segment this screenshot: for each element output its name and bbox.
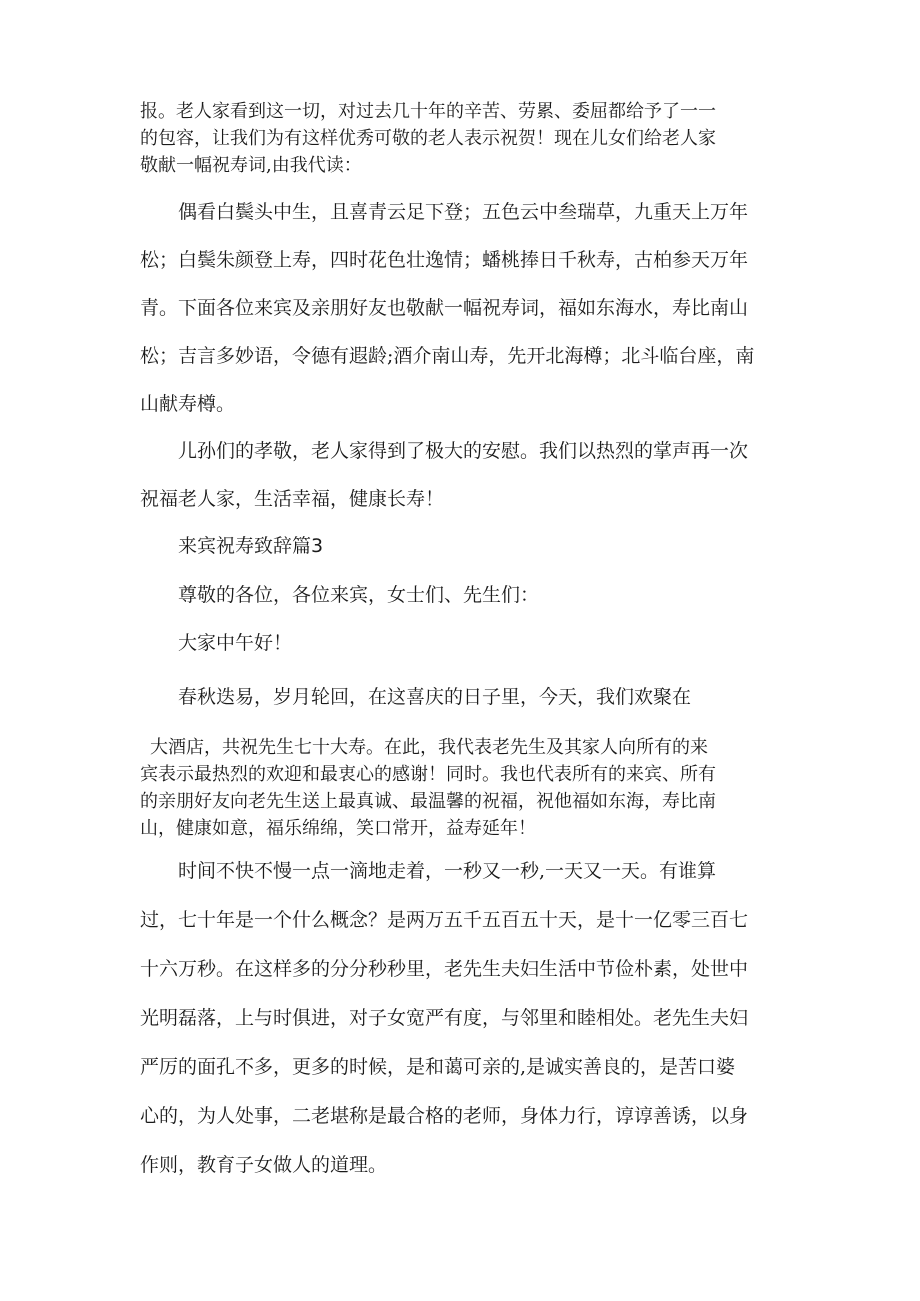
text-line: 的包容，让我们为有这样优秀可敬的老人表示祝贺！现在儿女们给老人家 (140, 128, 716, 149)
text-line: 松；白鬓朱颜登上寿，四时花色壮逸情；蟠桃捧日千秋寿，古柏参天万年 (140, 249, 749, 271)
text-line: 大酒店，共祝先生七十大寿。在此，我代表老先生及其家人向所有的来 (150, 737, 708, 758)
text-line: 山献寿樽。 (140, 393, 236, 415)
text-line: 十六万秒。在这样多的分分秒秒里，老先生夫妇生活中节俭朴素，处世中 (140, 958, 749, 980)
text-line: 偶看白鬓头中生，且喜青云足下登；五色云中叁瑞草，九重天上万年 (178, 201, 749, 223)
text-line: 敬献一幅祝寿词,由我代读： (140, 155, 362, 176)
greeting-line: 大家中午好！ (178, 632, 293, 654)
text-line: 青。下面各位来宾及亲朋好友也敬献一幅祝寿词，福如东海水，寿比南山 (140, 297, 749, 319)
text-line: 过，七十年是一个什么概念？是两万五千五百五十天，是十一亿零三百七 (140, 909, 749, 931)
section-heading (178, 537, 323, 556)
text-line: 松；吉言多妙语，令德有遐龄;酒介南山寿，先开北海樽；北斗临台座，南 (140, 345, 755, 367)
text-line: 春秋迭易，岁月轮回，在这喜庆的日子里，今天，我们欢聚在 (178, 686, 692, 708)
greeting-line: 尊敬的各位，各位来宾，女士们、先生们： (178, 584, 540, 606)
section-heading-number: 3 (311, 535, 324, 557)
text-line: 的亲朋好友向老先生送上最真诚、最温馨的祝福，祝他福如东海，寿比南 (140, 791, 716, 812)
text-line: 心的，为人处事，二老堪称是最合格的老师，身体力行，谆谆善诱，以身 (140, 1105, 749, 1127)
text-line: 报。老人家看到这一切，对过去几十年的辛苦、劳累、委屈都给予了一一 (140, 101, 716, 122)
text-line: 作则，教育子女做人的道理。 (140, 1154, 388, 1176)
text-line: 宾表示最热烈的欢迎和最衷心的感谢！同时。我也代表所有的来宾、所有 (140, 764, 716, 785)
text-line: 祝福老人家，生活幸福，健康长寿！ (140, 488, 445, 510)
text-line: 光明磊落，上与时俱进，对子女宽严有度，与邻里和睦相处。老先生夫妇 (140, 1007, 749, 1029)
text-line: 时间不快不慢一点一滴地走着，一秒又一秒,一天又一天。有谁算 (178, 860, 717, 882)
text-line: 严厉的面孔不多，更多的时候，是和蔼可亲的,是诚实善良的，是苦口婆 (140, 1056, 736, 1078)
text-line: 山，健康如意，福乐绵绵，笑口常开，益寿延年！ (140, 818, 536, 839)
text-line: 儿孙们的孝敬，老人家得到了极大的安慰。我们以热烈的掌声再一次 (178, 440, 749, 462)
section-heading-text: 来宾祝寿致辞篇 (178, 535, 312, 557)
